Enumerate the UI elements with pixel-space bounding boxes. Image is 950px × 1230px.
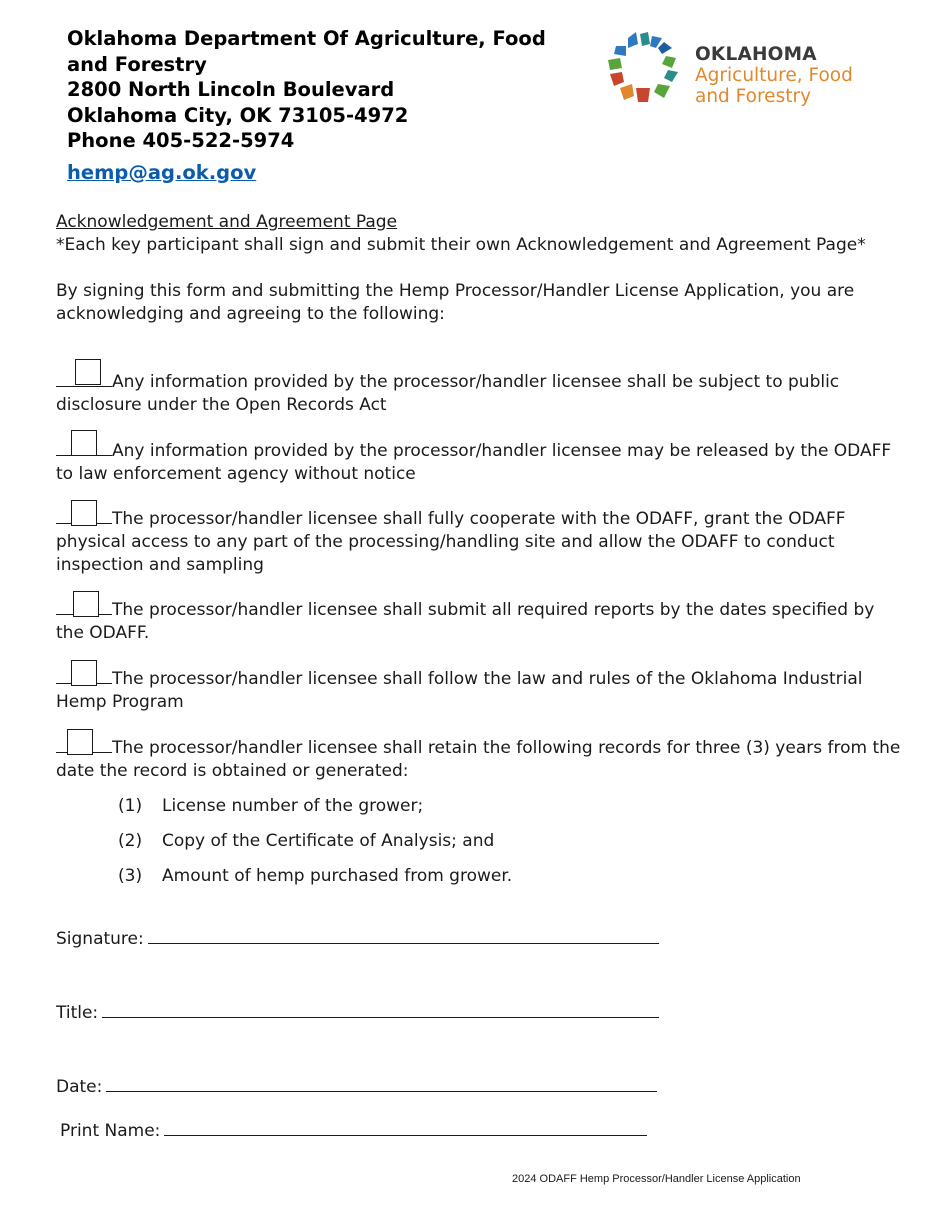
agency-phone: Phone 405-522-5974 [67, 129, 295, 153]
list-item [118, 795, 512, 830]
signature-field[interactable] [148, 925, 659, 944]
agency-address-city: Oklahoma City, OK 73105-4972 [67, 103, 409, 127]
list-item [118, 830, 512, 865]
list-item-number: (2) [118, 831, 143, 851]
title-label: Title: [56, 1003, 99, 1023]
list-item-number: (1) [118, 796, 143, 816]
acknowledgement-item [56, 440, 902, 486]
print-name-field[interactable] [164, 1117, 647, 1136]
acknowledgement-checkbox-2[interactable] [71, 430, 97, 456]
odaff-logo [606, 32, 896, 112]
agency-name-line-2: and Forestry [67, 52, 207, 76]
acknowledgement-item [56, 371, 902, 417]
title-field[interactable] [102, 999, 659, 1018]
list-item-text: License number of the grower; [162, 796, 424, 816]
date-label: Date: [56, 1077, 103, 1097]
list-item [118, 865, 512, 900]
page-heading: Acknowledgement and Agreement Page [56, 212, 398, 232]
acknowledgement-checkbox-1[interactable] [75, 359, 101, 385]
acknowledgement-text: The processor/handler licensee shall retain the following records for three (3) years from the date the record is obtained or generated: [56, 738, 901, 781]
acknowledgement-text: Any information provided by the processor/handler licensee shall be subject to public disclosure under the Open Records Act [56, 372, 840, 415]
logo-state-name: OKLAHOMA [695, 44, 817, 65]
acknowledgement-text: The processor/handler licensee shall fully cooperate with the ODAFF, grant the ODAFF physical access to any part of the processing/handling site and allow the ODAFF to conduct inspection and sampling [56, 509, 846, 575]
agency-address-street: 2800 North Lincoln Boulevard [67, 78, 395, 102]
list-item-text: Amount of hemp purchased from grower. [162, 866, 513, 886]
acknowledgement-item [56, 599, 902, 645]
intro-block [56, 211, 902, 326]
acknowledgement-checkbox-5[interactable] [71, 660, 97, 686]
logo-line-1: Agriculture, Food [695, 65, 853, 86]
acknowledgement-text: Any information provided by the processor/handler licensee may be released by the ODAFF to law enforcement agency without notice [56, 441, 892, 484]
star-logo-icon [606, 32, 686, 112]
intro-paragraph: By signing this form and submitting the Hemp Processor/Handler License Application, you are acknowledging and agreeing to the following: [56, 281, 855, 324]
title-row [56, 999, 659, 1025]
acknowledgement-text: The processor/handler licensee shall follow the law and rules of the Oklahoma Industrial Hemp Program [56, 669, 863, 712]
agency-name-line-1: Oklahoma Department Of Agriculture, Food [67, 27, 546, 50]
date-row [56, 1073, 657, 1099]
signature-row [56, 925, 659, 951]
signature-label: Signature: [56, 929, 144, 949]
email-link[interactable]: hemp@ag.ok.gov [67, 160, 257, 184]
agency-header [67, 26, 587, 184]
records-list [118, 795, 512, 900]
document-footer: 2024 ODAFF Hemp Processor/Handler License Application [512, 1173, 801, 1185]
logo-line-2: and Forestry [695, 86, 812, 107]
list-item-number: (3) [118, 866, 143, 886]
list-item-text: Copy of the Certificate of Analysis; and [162, 831, 495, 851]
participant-note: *Each key participant shall sign and submit their own Acknowledgement and Agreement Page* [56, 235, 866, 255]
print-name-row [60, 1117, 647, 1143]
acknowledgement-item [56, 668, 902, 714]
date-field[interactable] [106, 1073, 657, 1092]
acknowledgement-checkbox-3[interactable] [71, 500, 97, 526]
acknowledgement-item [56, 508, 902, 577]
acknowledgement-text: The processor/handler licensee shall submit all required reports by the dates specified by the ODAFF. [56, 600, 875, 643]
print-name-label: Print Name: [60, 1121, 161, 1141]
logo-wordmark [695, 44, 853, 107]
acknowledgement-checkbox-4[interactable] [73, 591, 99, 617]
acknowledgement-item [56, 737, 902, 783]
acknowledgement-checkbox-6[interactable] [67, 729, 93, 755]
